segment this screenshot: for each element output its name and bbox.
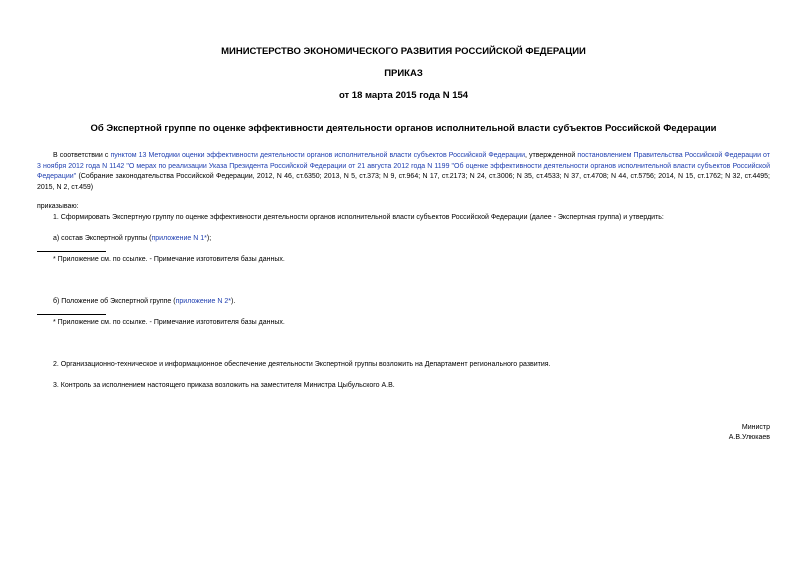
item-1a-text: а) состав Экспертной группы ( [53,235,152,242]
ministry-heading: МИНИСТЕРСТВО ЭКОНОМИЧЕСКОГО РАЗВИТИЯ РОССИЙСКОЙ ФЕДЕРАЦИИ [221,46,586,57]
item-1b-text: б) Положение об Экспертной группе ( [53,298,176,305]
footnote-1: * Приложение см. по ссылке. - Примечание изготовителя базы данных. [53,256,285,263]
order-word: приказываю: [37,203,79,210]
item-3: 3. Контроль за исполнением настоящего приказа возложить на заместителя Министра Цыбульского А.В. [53,382,395,389]
date-number-heading: от 18 марта 2015 года N 154 [338,90,469,101]
signatory-position: Министр [741,424,770,431]
item-1: 1. Сформировать Экспертную группу по оценке эффективности деятельности органов исполнительной власти субъектов Российской Федерации (далее - Экспертная группа) и утвердить: [53,214,664,221]
footnote-2: * Приложение см. по ссылке. - Примечание изготовителя базы данных. [53,319,285,326]
signatory-name: А.В.Улюкаев [728,434,770,441]
methodology-link[interactable]: пунктом 13 Методики оценки эффективности деятельности органов исполнительной власти субъектов Российской Федерации [110,152,525,159]
item-1a [53,234,211,245]
preamble-intro: В соответствии с [53,152,111,159]
document-title: Об Экспертной группе по оценке эффективности деятельности органов исполнительной власти субъектов Российской Федерации [90,123,717,134]
appendix-2-link[interactable]: приложение N 2* [175,298,231,305]
government-decree-link[interactable]: постановлением Правительства Российской Федерации от 3 ноября 2012 года N 1142 "О мерах по реализации Указа Президента Российской Федерации от 21 августа 2012 года N 1199 "Об оценке эффективности деятельности органов исполнительной власти субъектов Российской Федерации" [37,152,770,180]
item-1b-end: ). [231,298,236,305]
item-1a-end: ); [206,235,212,242]
footnote-divider-1 [37,251,106,252]
appendix-1-link[interactable]: приложение N 1* [151,235,207,242]
preamble-tail: (Собрание законодательства Российской Федерации, 2012, N 46, ст.6350; 2013, N 5, ст.373; N 9, ст.964; N 17, ст.2173; N 24, ст.3006; N 35, ст.4533; N 37, ст.4708; N 44, ст.5756; 2014, N 15, ст.1762; N 32, ст.4495; 2015, N 2, ст.459) [37,173,770,191]
preamble-mid: , утвержденной [524,152,578,159]
footnote-divider-2 [37,314,106,315]
preamble-paragraph [37,151,770,193]
item-1b [53,297,235,308]
doc-type-heading: ПРИКАЗ [384,68,423,79]
item-2: 2. Организационно-техническое и информационное обеспечение деятельности Экспертной группы возложить на Департамент регионального развития. [53,361,551,368]
